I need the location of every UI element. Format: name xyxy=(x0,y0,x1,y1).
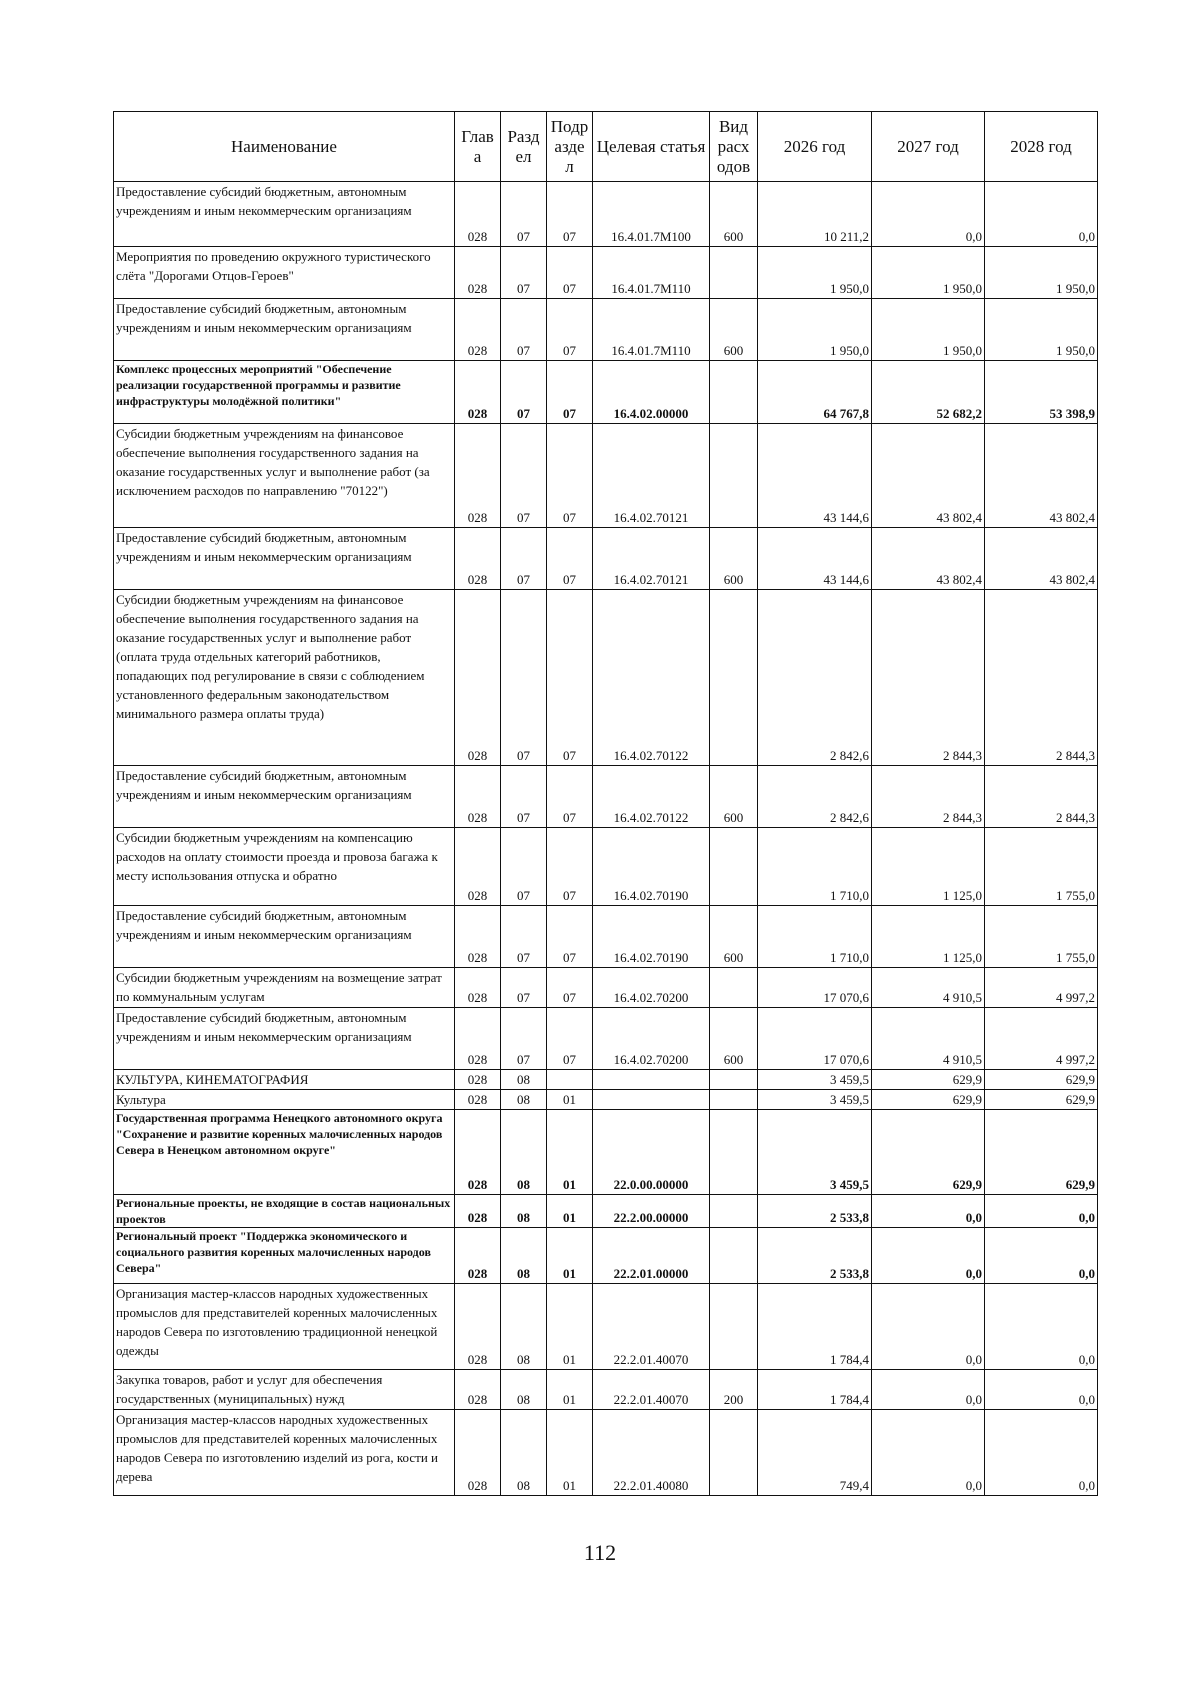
row-chapter-cell: 028 xyxy=(455,299,501,361)
row-2027-cell: 1 950,0 xyxy=(872,247,985,299)
row-target-cell: 16.4.02.00000 xyxy=(593,361,710,424)
row-chapter-cell: 028 xyxy=(455,766,501,828)
row-section-cell: 08 xyxy=(501,1228,547,1284)
row-expense-type-cell xyxy=(710,968,758,1008)
row-2026-cell: 43 144,6 xyxy=(758,424,872,528)
row-name-cell: Организация мастер-классов народных художественных промыслов для представителей коренных малочисленных народов Севера по изготовлению изделий из рога, кости и дерева xyxy=(114,1410,455,1496)
row-2028-cell: 1 755,0 xyxy=(985,828,1098,906)
row-expense-type-cell xyxy=(710,1410,758,1496)
table-row xyxy=(114,1008,1098,1070)
row-2026-cell: 3 459,5 xyxy=(758,1110,872,1195)
row-2026-cell: 64 767,8 xyxy=(758,361,872,424)
row-subsection-cell: 07 xyxy=(547,299,593,361)
row-chapter-cell: 028 xyxy=(455,424,501,528)
row-section-cell: 08 xyxy=(501,1070,547,1090)
row-2026-cell: 43 144,6 xyxy=(758,528,872,590)
row-target-cell: 16.4.02.70122 xyxy=(593,590,710,766)
row-section-cell: 08 xyxy=(501,1284,547,1370)
row-2027-cell: 0,0 xyxy=(872,1195,985,1228)
row-subsection-cell: 07 xyxy=(547,828,593,906)
table-row xyxy=(114,1110,1098,1195)
row-2028-cell: 0,0 xyxy=(985,1195,1098,1228)
row-subsection-cell: 07 xyxy=(547,247,593,299)
row-section-cell: 07 xyxy=(501,590,547,766)
table-row xyxy=(114,828,1098,906)
row-2026-cell: 1 710,0 xyxy=(758,828,872,906)
row-name-cell: Субсидии бюджетным учреждениям на компенсацию расходов на оплату стоимости проезда и провоза багажа к месту использования отпуска и обратно xyxy=(114,828,455,906)
row-section-cell: 07 xyxy=(501,828,547,906)
row-section-cell: 08 xyxy=(501,1110,547,1195)
row-chapter-cell: 028 xyxy=(455,1090,501,1110)
row-subsection-cell: 07 xyxy=(547,528,593,590)
row-2026-cell: 2 533,8 xyxy=(758,1228,872,1284)
row-expense-type-cell xyxy=(710,1195,758,1228)
table-header-row xyxy=(114,112,1098,182)
row-name-cell: Предоставление субсидий бюджетным, автономным учреждениям и иным некоммерческим организациям xyxy=(114,182,455,247)
row-target-cell: 16.4.02.70200 xyxy=(593,968,710,1008)
row-name-cell: Закупка товаров, работ и услуг для обеспечения государственных (муниципальных) нужд xyxy=(114,1370,455,1410)
header-section: Разд ел xyxy=(501,112,547,182)
row-expense-type-cell: 600 xyxy=(710,766,758,828)
row-target-cell: 22.2.01.40070 xyxy=(593,1370,710,1410)
row-2028-cell: 1 950,0 xyxy=(985,299,1098,361)
row-chapter-cell: 028 xyxy=(455,361,501,424)
row-chapter-cell: 028 xyxy=(455,182,501,247)
row-2028-cell: 0,0 xyxy=(985,1284,1098,1370)
row-section-cell: 07 xyxy=(501,299,547,361)
row-target-cell: 16.4.02.70190 xyxy=(593,906,710,968)
row-target-cell: 16.4.02.70190 xyxy=(593,828,710,906)
row-chapter-cell: 028 xyxy=(455,1370,501,1410)
row-2028-cell: 629,9 xyxy=(985,1070,1098,1090)
row-section-cell: 07 xyxy=(501,424,547,528)
row-subsection-cell: 01 xyxy=(547,1284,593,1370)
table-row xyxy=(114,1410,1098,1496)
row-2028-cell: 0,0 xyxy=(985,1228,1098,1284)
row-2027-cell: 2 844,3 xyxy=(872,590,985,766)
row-section-cell: 07 xyxy=(501,528,547,590)
table-row xyxy=(114,424,1098,528)
row-expense-type-cell xyxy=(710,247,758,299)
row-2026-cell: 3 459,5 xyxy=(758,1070,872,1090)
table-row xyxy=(114,1228,1098,1284)
row-2028-cell: 0,0 xyxy=(985,1410,1098,1496)
row-2027-cell: 0,0 xyxy=(872,1410,985,1496)
row-subsection-cell: 01 xyxy=(547,1090,593,1110)
row-chapter-cell: 028 xyxy=(455,1195,501,1228)
row-name-cell: Государственная программа Ненецкого автономного округа "Сохранение и развитие коренных малочисленных народов Севера в Ненецком автономном округе" xyxy=(114,1110,455,1195)
header-year-2028: 2028 год xyxy=(985,112,1098,182)
row-expense-type-cell xyxy=(710,590,758,766)
row-subsection-cell: 01 xyxy=(547,1228,593,1284)
row-chapter-cell: 028 xyxy=(455,906,501,968)
row-section-cell: 07 xyxy=(501,766,547,828)
row-expense-type-cell: 600 xyxy=(710,528,758,590)
row-chapter-cell: 028 xyxy=(455,968,501,1008)
row-chapter-cell: 028 xyxy=(455,590,501,766)
row-name-cell: Мероприятия по проведению окружного туристического слёта "Дорогами Отцов-Героев" xyxy=(114,247,455,299)
row-name-cell: Региональные проекты, не входящие в состав национальных проектов xyxy=(114,1195,455,1228)
row-section-cell: 08 xyxy=(501,1370,547,1410)
row-name-cell: Предоставление субсидий бюджетным, автономным учреждениям и иным некоммерческим организациям xyxy=(114,528,455,590)
table-row xyxy=(114,247,1098,299)
header-year-2027: 2027 год xyxy=(872,112,985,182)
row-subsection-cell: 01 xyxy=(547,1195,593,1228)
row-2027-cell: 0,0 xyxy=(872,1284,985,1370)
row-2027-cell: 1 950,0 xyxy=(872,299,985,361)
table-row xyxy=(114,590,1098,766)
row-expense-type-cell xyxy=(710,828,758,906)
table-row xyxy=(114,906,1098,968)
table-row xyxy=(114,1370,1098,1410)
row-2027-cell: 629,9 xyxy=(872,1110,985,1195)
row-name-cell: Предоставление субсидий бюджетным, автономным учреждениям и иным некоммерческим организациям xyxy=(114,766,455,828)
row-2026-cell: 17 070,6 xyxy=(758,1008,872,1070)
row-2026-cell: 1 784,4 xyxy=(758,1370,872,1410)
row-2028-cell: 2 844,3 xyxy=(985,590,1098,766)
row-subsection-cell: 01 xyxy=(547,1110,593,1195)
row-2026-cell: 2 533,8 xyxy=(758,1195,872,1228)
row-2027-cell: 4 910,5 xyxy=(872,1008,985,1070)
row-target-cell xyxy=(593,1090,710,1110)
row-2027-cell: 629,9 xyxy=(872,1070,985,1090)
row-section-cell: 07 xyxy=(501,968,547,1008)
row-target-cell: 16.4.02.70121 xyxy=(593,424,710,528)
row-name-cell: Предоставление субсидий бюджетным, автономным учреждениям и иным некоммерческим организациям xyxy=(114,299,455,361)
header-chapter: Глав а xyxy=(455,112,501,182)
table-body xyxy=(114,182,1098,1496)
row-expense-type-cell: 600 xyxy=(710,299,758,361)
row-section-cell: 08 xyxy=(501,1090,547,1110)
row-2027-cell: 2 844,3 xyxy=(872,766,985,828)
row-2028-cell: 0,0 xyxy=(985,1370,1098,1410)
table-row xyxy=(114,766,1098,828)
header-expense-type: Вид расх одов xyxy=(710,112,758,182)
row-2028-cell: 0,0 xyxy=(985,182,1098,247)
row-subsection-cell: 07 xyxy=(547,968,593,1008)
row-section-cell: 07 xyxy=(501,906,547,968)
row-target-cell: 22.2.01.40070 xyxy=(593,1284,710,1370)
row-2026-cell: 1 710,0 xyxy=(758,906,872,968)
row-2028-cell: 629,9 xyxy=(985,1110,1098,1195)
row-expense-type-cell xyxy=(710,1090,758,1110)
row-subsection-cell: 07 xyxy=(547,424,593,528)
row-section-cell: 08 xyxy=(501,1195,547,1228)
row-subsection-cell: 07 xyxy=(547,590,593,766)
header-subsection: Подр азде л xyxy=(547,112,593,182)
row-target-cell: 16.4.02.70122 xyxy=(593,766,710,828)
row-name-cell: Предоставление субсидий бюджетным, автономным учреждениям и иным некоммерческим организациям xyxy=(114,906,455,968)
row-expense-type-cell: 600 xyxy=(710,906,758,968)
row-expense-type-cell: 200 xyxy=(710,1370,758,1410)
row-section-cell: 07 xyxy=(501,361,547,424)
header-year-2026: 2026 год xyxy=(758,112,872,182)
row-target-cell: 16.4.01.7М110 xyxy=(593,299,710,361)
table-row xyxy=(114,361,1098,424)
row-chapter-cell: 028 xyxy=(455,1228,501,1284)
row-expense-type-cell xyxy=(710,424,758,528)
row-name-cell: Субсидии бюджетным учреждениям на финансовое обеспечение выполнения государственного задания на оказание государственных услуг и выполнение работ (оплата труда отдельных категорий работников, попадающих под регулирование в связи с соблюдением установленного федеральным законодательством минимального размера оплаты труда) xyxy=(114,590,455,766)
row-2027-cell: 0,0 xyxy=(872,1228,985,1284)
row-2028-cell: 43 802,4 xyxy=(985,528,1098,590)
row-chapter-cell: 028 xyxy=(455,528,501,590)
row-2028-cell: 629,9 xyxy=(985,1090,1098,1110)
row-chapter-cell: 028 xyxy=(455,828,501,906)
row-2027-cell: 1 125,0 xyxy=(872,828,985,906)
row-2026-cell: 2 842,6 xyxy=(758,590,872,766)
row-section-cell: 07 xyxy=(501,182,547,247)
row-2026-cell: 749,4 xyxy=(758,1410,872,1496)
row-subsection-cell: 07 xyxy=(547,1008,593,1070)
row-2027-cell: 43 802,4 xyxy=(872,528,985,590)
header-target-article: Целевая статья xyxy=(593,112,710,182)
row-target-cell xyxy=(593,1070,710,1090)
row-2028-cell: 4 997,2 xyxy=(985,968,1098,1008)
row-expense-type-cell xyxy=(710,361,758,424)
row-expense-type-cell xyxy=(710,1070,758,1090)
row-section-cell: 08 xyxy=(501,1410,547,1496)
row-2028-cell: 1 950,0 xyxy=(985,247,1098,299)
row-chapter-cell: 028 xyxy=(455,1110,501,1195)
row-2026-cell: 10 211,2 xyxy=(758,182,872,247)
row-chapter-cell: 028 xyxy=(455,247,501,299)
table-row xyxy=(114,1090,1098,1110)
row-target-cell: 16.4.02.70121 xyxy=(593,528,710,590)
row-target-cell: 22.2.01.00000 xyxy=(593,1228,710,1284)
page-number: 112 xyxy=(583,1540,617,1565)
budget-table xyxy=(113,111,1098,1496)
table-row xyxy=(114,1284,1098,1370)
row-2026-cell: 1 950,0 xyxy=(758,247,872,299)
row-subsection-cell: 07 xyxy=(547,906,593,968)
row-target-cell: 16.4.01.7М110 xyxy=(593,247,710,299)
row-2026-cell: 2 842,6 xyxy=(758,766,872,828)
row-section-cell: 07 xyxy=(501,247,547,299)
row-section-cell: 07 xyxy=(501,1008,547,1070)
row-target-cell: 16.4.01.7М100 xyxy=(593,182,710,247)
row-2026-cell: 17 070,6 xyxy=(758,968,872,1008)
row-expense-type-cell xyxy=(710,1228,758,1284)
row-chapter-cell: 028 xyxy=(455,1284,501,1370)
row-expense-type-cell xyxy=(710,1110,758,1195)
table-row xyxy=(114,968,1098,1008)
row-name-cell: Субсидии бюджетным учреждениям на возмещение затрат по коммунальным услугам xyxy=(114,968,455,1008)
row-2027-cell: 629,9 xyxy=(872,1090,985,1110)
row-2027-cell: 0,0 xyxy=(872,182,985,247)
row-name-cell: Культура xyxy=(114,1090,455,1110)
row-expense-type-cell xyxy=(710,1284,758,1370)
row-name-cell: КУЛЬТУРА, КИНЕМАТОГРАФИЯ xyxy=(114,1070,455,1090)
row-2026-cell: 1 784,4 xyxy=(758,1284,872,1370)
row-name-cell: Комплекс процессных мероприятий "Обеспечение реализации государственной программы и развитие инфраструктуры молодёжной политики" xyxy=(114,361,455,424)
row-2027-cell: 0,0 xyxy=(872,1370,985,1410)
row-chapter-cell: 028 xyxy=(455,1070,501,1090)
row-2028-cell: 2 844,3 xyxy=(985,766,1098,828)
row-name-cell: Региональный проект "Поддержка экономического и социального развития коренных малочисленных народов Севера" xyxy=(114,1228,455,1284)
row-name-cell: Организация мастер-классов народных художественных промыслов для представителей коренных малочисленных народов Севера по изготовлению традиционной ненецкой одежды xyxy=(114,1284,455,1370)
header-name: Наименование xyxy=(114,112,455,182)
row-2027-cell: 52 682,2 xyxy=(872,361,985,424)
row-2027-cell: 1 125,0 xyxy=(872,906,985,968)
row-2028-cell: 53 398,9 xyxy=(985,361,1098,424)
row-chapter-cell: 028 xyxy=(455,1008,501,1070)
row-2027-cell: 43 802,4 xyxy=(872,424,985,528)
table-row xyxy=(114,1070,1098,1090)
row-subsection-cell: 07 xyxy=(547,361,593,424)
row-expense-type-cell: 600 xyxy=(710,1008,758,1070)
row-target-cell: 22.0.00.00000 xyxy=(593,1110,710,1195)
table-row xyxy=(114,299,1098,361)
row-target-cell: 16.4.02.70200 xyxy=(593,1008,710,1070)
row-2027-cell: 4 910,5 xyxy=(872,968,985,1008)
row-subsection-cell: 07 xyxy=(547,182,593,247)
row-name-cell: Предоставление субсидий бюджетным, автономным учреждениям и иным некоммерческим организациям xyxy=(114,1008,455,1070)
row-2026-cell: 3 459,5 xyxy=(758,1090,872,1110)
row-expense-type-cell: 600 xyxy=(710,182,758,247)
table-row xyxy=(114,1195,1098,1228)
row-subsection-cell: 07 xyxy=(547,766,593,828)
row-target-cell: 22.2.01.40080 xyxy=(593,1410,710,1496)
row-2028-cell: 1 755,0 xyxy=(985,906,1098,968)
row-2028-cell: 4 997,2 xyxy=(985,1008,1098,1070)
table-row xyxy=(114,528,1098,590)
row-subsection-cell: 01 xyxy=(547,1370,593,1410)
row-2026-cell: 1 950,0 xyxy=(758,299,872,361)
row-subsection-cell xyxy=(547,1070,593,1090)
table-row xyxy=(114,182,1098,247)
row-subsection-cell: 01 xyxy=(547,1410,593,1496)
row-2028-cell: 43 802,4 xyxy=(985,424,1098,528)
row-chapter-cell: 028 xyxy=(455,1410,501,1496)
row-name-cell: Субсидии бюджетным учреждениям на финансовое обеспечение выполнения государственного задания на оказание государственных услуг и выполнение работ (за исключением расходов по направлению "70122") xyxy=(114,424,455,528)
row-target-cell: 22.2.00.00000 xyxy=(593,1195,710,1228)
